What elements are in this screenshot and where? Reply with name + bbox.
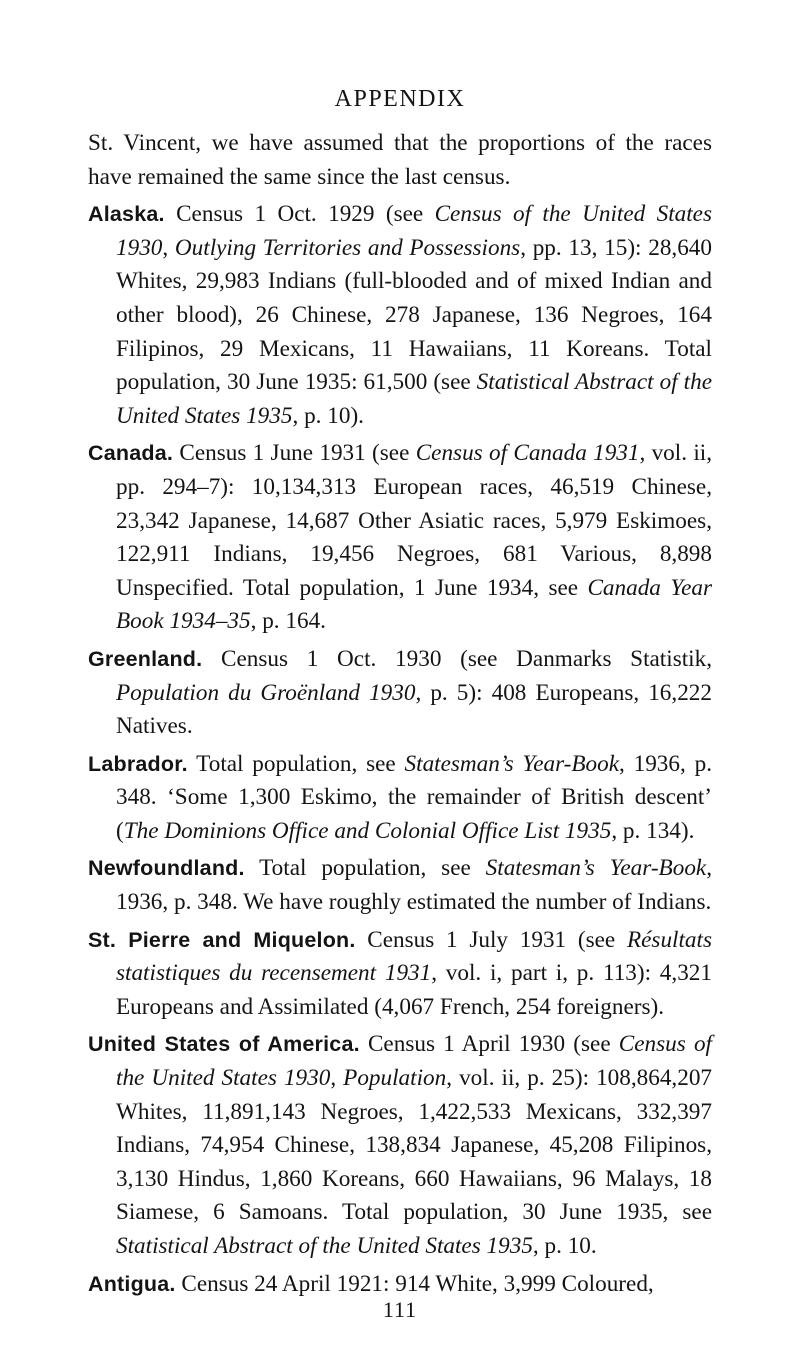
entry-text: , 1936, p. 348. ‘Some 1,300 Eskimo, the remainder of British descent’ ( [116, 750, 712, 844]
continuation-paragraph [88, 127, 712, 194]
entry-paragraph [88, 1028, 712, 1263]
entry-text: Census 1 Oct. 1929 (see [164, 201, 435, 228]
entry-paragraph [88, 852, 712, 919]
entry-text: Census 24 April 1921: 914 White, 3,999 Coloured, [175, 1270, 654, 1297]
entry-text: , [330, 1065, 344, 1092]
entry-text: , p. 164. [250, 608, 326, 635]
entry-heading: United States of America. [88, 1032, 360, 1057]
italic-title: Statistical Abstract of the United States 1935 [116, 369, 712, 429]
entry-text: Total population, see [244, 855, 486, 882]
italic-title: Outlying Territories and Possessions [174, 234, 521, 261]
entry-text: , pp. 13, 15): 28,640 Whites, 29,983 Indians (full-blooded and of mixed Indian and other blood), 26 Chinese, 278 Japanese, 136 Negroes, 164 Filipinos, 29 Mexicans, 11 Hawaiians, 11 Koreans. Total population, 30 June 1935: 61,500 (see [116, 234, 712, 396]
entry-text: , p. 5): 408 Europeans, 16,222 Natives. [116, 679, 712, 740]
entry-text: Total population, see [187, 750, 405, 777]
entry-text: , vol. ii, pp. 294–7): 10,134,313 European races, 46,519 Chinese, 23,342 Japanese, 14,687 Other Asiatic races, 5,979 Eskimoes, 122,911 Indians, 19,456 Negroes, 681 Various, 8,898 Unspecified. Total population, 1 June 1934, see [116, 440, 713, 601]
italic-title: Canada Year Book 1934–35 [116, 574, 712, 635]
entry-text: St. Vincent, we have assumed that the proportions of the races have remained the same since the last census. [88, 130, 712, 190]
entry-heading: Greenland. [88, 646, 203, 671]
entry-paragraph [88, 643, 712, 744]
entry-paragraph [88, 198, 712, 433]
entry-text: , 1936, p. 348. We have roughly estimated the number of Indians. [116, 855, 712, 916]
italic-title: Résultats statistiques du recensement 1931 [116, 926, 712, 987]
entry-text: , p. 134). [611, 817, 695, 844]
entry-heading: Newfoundland. [88, 856, 245, 881]
entry-text: , p. 10. [532, 1233, 597, 1259]
page-number: 111 [382, 1297, 418, 1322]
italic-title: Census of the United States 1930 [116, 1031, 712, 1092]
italic-title: Population [343, 1065, 447, 1092]
entry-heading: Canada. [88, 441, 174, 466]
entry-paragraph [88, 437, 712, 639]
entry-text: Census 1 July 1931 (see [355, 926, 627, 953]
entry-heading: Labrador. [88, 751, 188, 776]
entry-text: Census 1 June 1931 (see [173, 440, 416, 467]
italic-title: Population du Groënland 1930 [116, 679, 416, 706]
entry-text: , vol. i, part i, p. 113): 4,321 Europeans and Assimilated (4,067 French, 254 foreigners). [116, 960, 712, 1020]
entries-list [88, 127, 712, 1301]
italic-title: The Dominions Office and Colonial Office List 1935 [123, 817, 612, 844]
entry-text: , vol. ii, p. 25): 108,864,207 Whites, 11,891,143 Negroes, 1,422,533 Mexicans, 332,397 Indians, 74,954 Chinese, 138,834 Japanese, 45,208 Filipinos, 3,130 Hindus, 1,860 Koreans, 660 Hawaiians, 96 Malays, 18 Siamese, 6 Samoans. Total population, 30 June 1935, see [116, 1065, 713, 1226]
entry-paragraph [88, 748, 712, 849]
entry-text: , p. 10). [292, 402, 364, 429]
italic-title: Statistical Abstract of the United States 1935 [116, 1233, 533, 1259]
entry-heading: St. Pierre and Miquelon. [88, 927, 356, 952]
entry-heading: Alaska. [88, 202, 165, 227]
italic-title: Census of Canada 1931 [415, 440, 640, 467]
running-head: APPENDIX [334, 86, 466, 112]
entry-heading: Antigua. [88, 1271, 176, 1296]
entry-text: Census 1 Oct. 1930 (see Danmarks Statistik, [202, 645, 712, 672]
italic-title: Statesman’s Year-Book [404, 750, 619, 777]
entry-text: , [162, 234, 175, 261]
entry-paragraph [88, 924, 712, 1025]
italic-title: Statesman’s Year-Book [485, 855, 707, 882]
entry-text: Census 1 April 1930 (see [359, 1031, 619, 1058]
italic-title: Census of the United States 1930 [116, 201, 712, 261]
